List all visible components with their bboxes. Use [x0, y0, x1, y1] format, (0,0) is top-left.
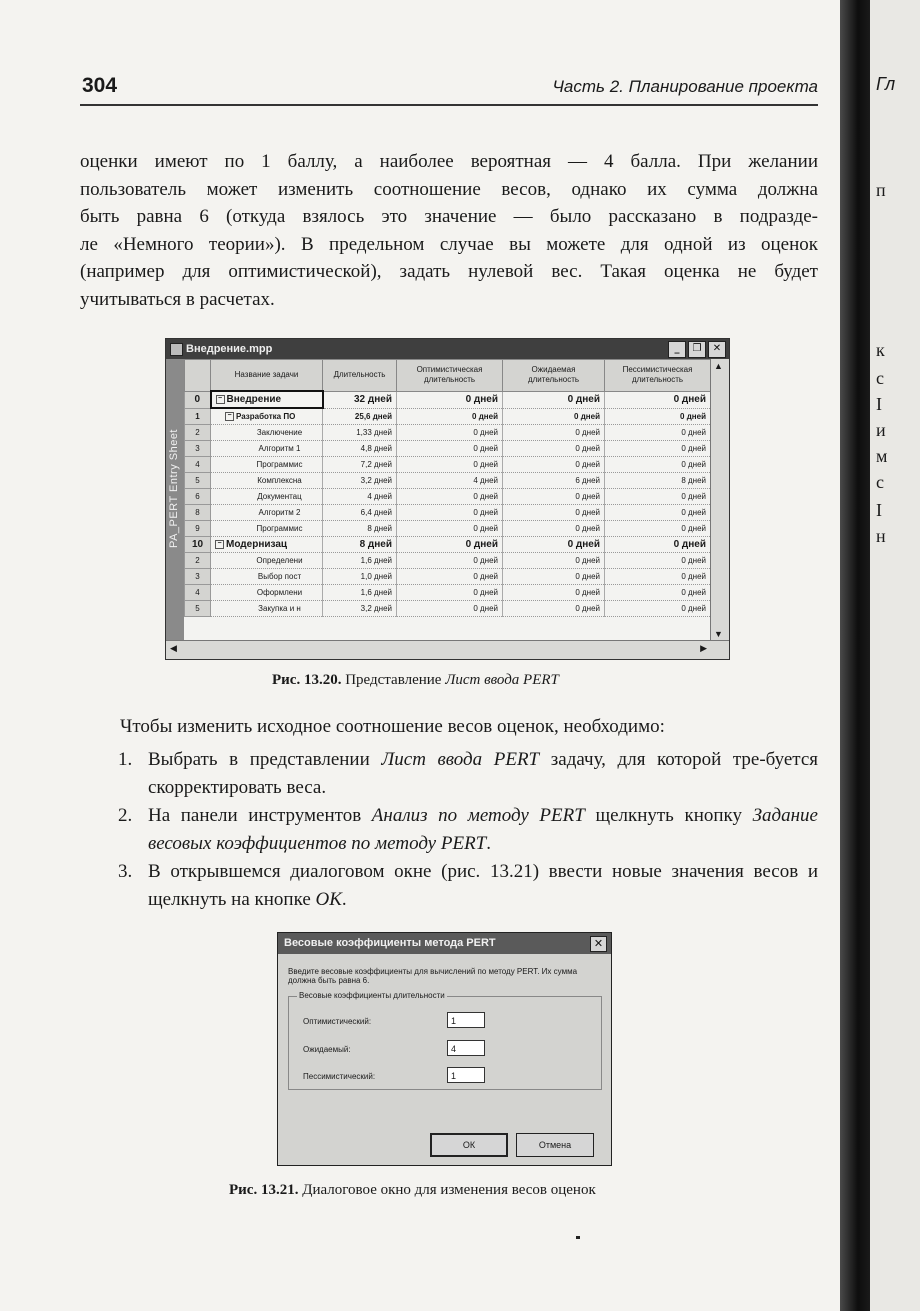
group-label: Весовые коэффициенты длительности [299, 991, 445, 1000]
pessimistic-cell[interactable] [605, 473, 711, 489]
table-row[interactable] [185, 553, 711, 569]
pessimistic-cell[interactable] [605, 489, 711, 505]
task-name-cell-value: Комплексна [257, 476, 302, 485]
task-name-cell-value: Определени [256, 556, 303, 565]
task-name-cell-value: Алгоритм 1 [258, 444, 301, 453]
italic-term: Лист ввода PERT [381, 749, 540, 770]
expected-cell-value: 0 дней [575, 428, 600, 437]
optimistic-cell-value: 0 дней [473, 588, 498, 597]
optimistic-cell-value: 0 дней [472, 411, 498, 421]
pessimistic-cell[interactable] [605, 457, 711, 473]
task-name-cell-value: Внедрение [226, 394, 282, 405]
task-name-cell-value: Алгоритм 2 [258, 508, 301, 517]
dialog-titlebar [278, 933, 611, 954]
row-id-cell[interactable] [185, 391, 211, 408]
paragraph-line: оценки имеют по 1 баллу, а наиболее вероятная — 4 балла. При желании [80, 151, 818, 172]
table-row[interactable] [185, 425, 711, 441]
row-id-cell[interactable] [185, 441, 211, 457]
row-id-cell-value: 2 [195, 556, 200, 565]
task-name-cell[interactable] [211, 537, 323, 553]
table-row[interactable] [185, 408, 711, 425]
duration-cell-value: 4 дней [367, 492, 392, 501]
duration-cell[interactable] [323, 391, 397, 408]
expected-cell[interactable] [503, 521, 605, 537]
header-row [185, 360, 711, 392]
body-paragraph [80, 148, 818, 313]
duration-cell-value: 25,6 дней [354, 411, 392, 421]
expected-cell[interactable] [503, 441, 605, 457]
pessimistic-cell-value: 0 дней [681, 492, 706, 501]
facing-page-glyph: Гл [876, 74, 896, 94]
pessimistic-cell-value: 0 дней [681, 428, 706, 437]
optimistic-cell[interactable] [397, 489, 503, 505]
project-file-icon [170, 343, 183, 356]
duration-cell[interactable] [323, 585, 397, 601]
row-id-cell-value: 8 [195, 508, 200, 517]
optimistic-label: Оптимистический: [303, 1017, 372, 1026]
expected-cell-value: 0 дней [575, 588, 600, 597]
row-id-cell-value: 0 [194, 394, 201, 405]
pessimistic-cell[interactable] [605, 505, 711, 521]
optimistic-cell[interactable] [397, 537, 503, 553]
expected-cell[interactable] [503, 457, 605, 473]
list-number: 3. [118, 861, 133, 882]
facing-page-glyph: н [876, 526, 886, 546]
row-id-cell-value: 3 [195, 572, 200, 581]
expected-cell-value: 0 дней [575, 460, 600, 469]
column-header[interactable] [185, 360, 211, 392]
step-text: На панели инструментов [148, 805, 372, 826]
italic-term: Задание весовых коэффициентов по методу PERT [148, 805, 818, 854]
pessimistic-cell-value: 0 дней [681, 588, 706, 597]
facing-page-glyph: и [876, 420, 886, 440]
pessimistic-cell-value: 0 дней [681, 444, 706, 453]
task-name-cell[interactable] [211, 585, 323, 601]
close-icon[interactable]: ✕ [590, 936, 607, 952]
row-id-cell[interactable] [185, 601, 211, 617]
pessimistic-cell[interactable] [605, 553, 711, 569]
paragraph-line: (например для оптимистической), задать нулевой вес. Такая оценка не будет [80, 261, 818, 282]
expected-cell-value: 0 дней [574, 411, 600, 421]
caption-label: Рис. 13.21. [229, 1182, 299, 1198]
italic-term: ОК [315, 889, 342, 910]
task-name-cell-value: Оформлени [256, 588, 303, 597]
optimistic-cell[interactable] [397, 521, 503, 537]
weights-group [288, 991, 602, 1090]
table-row[interactable] [185, 473, 711, 489]
task-name-cell[interactable] [211, 489, 323, 505]
expected-label: Ожидаемый: [303, 1045, 351, 1054]
window-titlebar [166, 339, 729, 359]
optimistic-cell[interactable] [397, 569, 503, 585]
task-name-cell-value: Документац [257, 492, 302, 501]
optimistic-cell-value: 0 дней [473, 444, 498, 453]
expected-cell-value: 0 дней [567, 394, 600, 405]
list-number: 2. [118, 805, 133, 826]
optimistic-cell[interactable] [397, 441, 503, 457]
italic-term: Анализ по методу PERT [371, 805, 585, 826]
task-name-cell[interactable] [211, 521, 323, 537]
expected-cell[interactable] [503, 391, 605, 408]
row-id-cell[interactable] [185, 585, 211, 601]
pessimistic-cell-value: 8 дней [681, 476, 706, 485]
step-text: Выбрать в представлении [148, 749, 382, 770]
expected-cell[interactable] [503, 425, 605, 441]
duration-cell-value: 8 дней [359, 539, 392, 550]
row-id-cell[interactable] [185, 457, 211, 473]
optimistic-cell[interactable] [397, 457, 503, 473]
dialog-title: Весовые коэффициенты метода PERT [284, 937, 496, 949]
duration-cell[interactable] [323, 425, 397, 441]
optimistic-cell[interactable] [397, 391, 503, 408]
column-header[interactable]: Оптимистическая длительность [397, 360, 503, 392]
pessimistic-cell-value: 0 дней [680, 411, 706, 421]
running-title: Часть 2. Планирование проекта [552, 77, 818, 96]
optimistic-cell-value: 4 дней [473, 476, 498, 485]
row-id-cell-value: 5 [195, 604, 200, 613]
optimistic-cell-value: 0 дней [473, 556, 498, 565]
step-text: задачу, для которой тре-буется скорректировать веса. [148, 749, 819, 798]
row-id-cell[interactable] [185, 537, 211, 553]
task-name-cell[interactable] [211, 553, 323, 569]
task-name-cell[interactable] [211, 473, 323, 489]
caption-italic: Лист ввода PERT [445, 672, 559, 688]
row-id-cell-value: 10 [191, 539, 204, 550]
expected-cell[interactable] [503, 408, 605, 425]
optimistic-cell[interactable] [397, 553, 503, 569]
view-bar [166, 359, 184, 641]
expected-cell-value: 0 дней [567, 539, 600, 550]
task-name-cell[interactable] [211, 391, 323, 408]
ok-button[interactable]: ОК [430, 1133, 508, 1157]
pessimistic-cell[interactable] [605, 537, 711, 553]
optimistic-cell-value: 0 дней [473, 524, 498, 533]
optimistic-cell-value: 0 дней [465, 394, 498, 405]
duration-cell-value: 1,6 дней [360, 556, 392, 565]
expected-cell-value: 0 дней [575, 508, 600, 517]
list-item [118, 858, 818, 914]
facing-page-edge [870, 0, 920, 1311]
duration-cell-value: 3,2 дней [360, 476, 392, 485]
pessimistic-cell[interactable] [605, 441, 711, 457]
optimistic-cell[interactable] [397, 473, 503, 489]
task-grid [184, 359, 711, 641]
optimistic-cell-value: 0 дней [473, 604, 498, 613]
column-header[interactable]: Ожидаемая длительность [503, 360, 605, 392]
table-row[interactable] [185, 537, 711, 553]
row-id-cell-value: 9 [195, 524, 200, 533]
row-id-cell[interactable] [185, 521, 211, 537]
pessimistic-cell-value: 0 дней [681, 556, 706, 565]
paragraph-line: учитываться в расчетах. [80, 288, 275, 310]
figure-caption [229, 1182, 596, 1199]
duration-cell-value: 3,2 дней [360, 604, 392, 613]
row-id-cell-value: 2 [195, 428, 200, 437]
optimistic-cell-value: 0 дней [473, 508, 498, 517]
pessimistic-weight-input[interactable]: 1 [447, 1067, 485, 1083]
paragraph-line: ле «Немного теории»). В предельном случае вы можете для одной из оценок [80, 233, 818, 255]
paragraph-line: пользователь может изменить соотношение весов, однако их сумма должна [80, 178, 818, 200]
pert-weights-dialog [277, 932, 612, 1166]
dialog-instruction: Введите весовые коэффициенты для вычислений по методу PERT. Их сумма должна быть равна 6. [288, 967, 578, 985]
task-name-cell-value: Заключение [256, 428, 303, 437]
row-id-cell-value: 4 [195, 460, 200, 469]
table-row[interactable] [185, 391, 711, 408]
row-id-cell[interactable] [185, 553, 211, 569]
column-header[interactable]: Длительность [323, 360, 397, 392]
optimistic-weight-input[interactable]: 1 [447, 1012, 485, 1028]
expected-cell[interactable] [503, 489, 605, 505]
optimistic-cell-value: 0 дней [473, 572, 498, 581]
task-name-cell[interactable] [211, 425, 323, 441]
optimistic-cell-value: 0 дней [473, 492, 498, 501]
duration-cell[interactable] [323, 473, 397, 489]
pessimistic-cell-value: 0 дней [673, 539, 706, 550]
collapse-icon[interactable]: − [225, 412, 234, 421]
book-spine-shadow [840, 0, 870, 1311]
expected-cell[interactable] [503, 505, 605, 521]
optimistic-cell-value: 0 дней [473, 460, 498, 469]
pessimistic-cell[interactable] [605, 425, 711, 441]
expected-cell[interactable] [503, 537, 605, 553]
expected-cell-value: 0 дней [575, 572, 600, 581]
duration-cell-value: 4,8 дней [360, 444, 392, 453]
table-row[interactable] [185, 601, 711, 617]
restore-button[interactable]: ❐ [688, 341, 706, 358]
expected-cell-value: 0 дней [575, 492, 600, 501]
minimize-button[interactable]: _ [668, 341, 686, 358]
table-row[interactable] [185, 521, 711, 537]
list-number: 1. [118, 749, 133, 770]
row-id-cell[interactable] [185, 408, 211, 425]
facing-page-glyph: с [876, 472, 884, 492]
pessimistic-label: Пессимистический: [303, 1072, 376, 1081]
task-name-cell-value: Программиc [256, 524, 303, 533]
duration-cell[interactable] [323, 601, 397, 617]
column-header[interactable]: Название задачи [211, 360, 323, 392]
duration-cell-value: 1,33 дней [356, 428, 392, 437]
pessimistic-cell[interactable] [605, 521, 711, 537]
pert-entry-sheet-window [165, 338, 730, 660]
scroll-down-arrow-icon[interactable]: ▼ [714, 629, 723, 639]
list-item [118, 746, 818, 802]
expected-cell-value: 6 дней [575, 476, 600, 485]
duration-cell[interactable] [323, 408, 397, 425]
duration-cell[interactable] [323, 489, 397, 505]
page-number: 304 [82, 74, 118, 97]
duration-cell[interactable] [323, 441, 397, 457]
scroll-up-arrow-icon[interactable]: ▲ [714, 361, 723, 371]
row-id-cell-value: 3 [195, 444, 200, 453]
facing-page-glyph: с [876, 368, 884, 388]
task-name-cell-value: Выбор пост [257, 572, 302, 581]
expected-cell[interactable] [503, 585, 605, 601]
pert-table [184, 359, 711, 617]
expected-cell-value: 0 дней [575, 556, 600, 565]
figure-caption [272, 672, 559, 689]
task-name-cell-value: Разработка ПО [236, 411, 296, 421]
table-row[interactable] [185, 489, 711, 505]
expected-cell[interactable] [503, 569, 605, 585]
duration-cell-value: 6,4 дней [360, 508, 392, 517]
pessimistic-cell-value: 0 дней [681, 572, 706, 581]
row-id-cell[interactable] [185, 505, 211, 521]
table-row[interactable] [185, 585, 711, 601]
duration-cell[interactable] [323, 457, 397, 473]
table-row[interactable] [185, 457, 711, 473]
table-row[interactable] [185, 505, 711, 521]
expected-cell[interactable] [503, 473, 605, 489]
window-buttons [668, 341, 726, 358]
duration-cell[interactable] [323, 569, 397, 585]
duration-cell[interactable] [323, 553, 397, 569]
task-name-cell-value: Закупка и н [258, 604, 301, 613]
expected-cell-value: 0 дней [575, 604, 600, 613]
scroll-right-arrow-icon[interactable]: ▶ [700, 643, 707, 653]
step-text: щелкнуть кнопку [584, 805, 753, 826]
task-name-cell[interactable] [211, 441, 323, 457]
paragraph-line: быть равна 6 (откуда взялось это значение — было рассказано в подразде- [80, 206, 818, 227]
caption-text: Диалоговое окно для изменения весов оценок [302, 1182, 596, 1198]
optimistic-cell[interactable] [397, 425, 503, 441]
expected-cell-value: 0 дней [575, 524, 600, 533]
collapse-icon[interactable]: − [216, 395, 225, 404]
task-name-cell-value: Программиc [256, 460, 303, 469]
step-text: . [341, 889, 347, 910]
row-id-cell[interactable] [185, 489, 211, 505]
duration-cell-value: 8 дней [367, 524, 392, 533]
optimistic-cell[interactable] [397, 505, 503, 521]
row-id-cell-value: 4 [195, 588, 200, 597]
pessimistic-cell-value: 0 дней [681, 524, 706, 533]
facing-page-glyph: к [876, 340, 885, 360]
list-item [118, 802, 818, 858]
expected-cell[interactable] [503, 553, 605, 569]
view-label: PA_PERT Entry Sheet [168, 429, 180, 548]
caption-label: Рис. 13.20. [272, 672, 342, 688]
optimistic-cell-value: 0 дней [465, 539, 498, 550]
facing-page-glyph: п [876, 180, 886, 200]
scroll-left-arrow-icon[interactable]: ◀ [170, 643, 177, 653]
duration-cell[interactable] [323, 537, 397, 553]
collapse-icon[interactable]: − [215, 540, 224, 549]
pessimistic-cell-value: 0 дней [673, 394, 706, 405]
pessimistic-cell[interactable] [605, 601, 711, 617]
duration-cell-value: 32 дней [354, 394, 392, 405]
expected-cell[interactable] [503, 601, 605, 617]
row-id-cell-value: 1 [195, 411, 200, 421]
table-row[interactable] [185, 441, 711, 457]
row-id-cell[interactable] [185, 473, 211, 489]
header-rule [80, 104, 818, 106]
window-title: Внедрение.mpp [186, 343, 273, 355]
optimistic-cell[interactable] [397, 585, 503, 601]
vertical-scrollbar[interactable] [710, 359, 729, 641]
step-text: . [486, 833, 491, 854]
duration-cell[interactable] [323, 505, 397, 521]
row-id-cell-value: 6 [195, 492, 200, 501]
cancel-button[interactable]: Отмена [516, 1133, 594, 1157]
task-name-cell[interactable] [211, 569, 323, 585]
task-name-cell[interactable] [211, 505, 323, 521]
step-text: В открывшемся диалоговом окне (рис. 13.21) ввести новые значения весов и щелкнуть на кнопке [148, 861, 818, 910]
row-id-cell[interactable] [185, 569, 211, 585]
pessimistic-cell[interactable] [605, 585, 711, 601]
facing-page-glyph: м [876, 446, 888, 466]
facing-page-glyph: I [876, 500, 882, 520]
pessimistic-cell[interactable] [605, 391, 711, 408]
task-name-cell[interactable] [211, 408, 323, 425]
row-id-cell[interactable] [185, 425, 211, 441]
pessimistic-cell-value: 0 дней [681, 604, 706, 613]
duration-cell-value: 1,6 дней [360, 588, 392, 597]
ink-speck [576, 1236, 580, 1239]
close-button[interactable]: ✕ [708, 341, 726, 358]
horizontal-scrollbar[interactable] [166, 640, 729, 659]
duration-cell[interactable] [323, 521, 397, 537]
optimistic-cell-value: 0 дней [473, 428, 498, 437]
column-header[interactable]: Пессимистическая длительность [605, 360, 711, 392]
pessimistic-cell-value: 0 дней [681, 508, 706, 517]
caption-text: Представление [345, 672, 442, 688]
task-name-cell[interactable] [211, 457, 323, 473]
expected-weight-input[interactable]: 4 [447, 1040, 485, 1056]
task-name-cell-value: Модернизац [226, 539, 288, 550]
steps-intro: Чтобы изменить исходное соотношение весов оценок, необходимо: [120, 716, 665, 737]
row-id-cell-value: 5 [195, 476, 200, 485]
optimistic-cell[interactable] [397, 601, 503, 617]
duration-cell-value: 7,2 дней [360, 460, 392, 469]
steps-list [118, 746, 818, 914]
task-name-cell[interactable] [211, 601, 323, 617]
pessimistic-cell[interactable] [605, 408, 711, 425]
expected-cell-value: 0 дней [575, 444, 600, 453]
table-row[interactable] [185, 569, 711, 585]
optimistic-cell[interactable] [397, 408, 503, 425]
pessimistic-cell-value: 0 дней [681, 460, 706, 469]
duration-cell-value: 1,0 дней [360, 572, 392, 581]
pessimistic-cell[interactable] [605, 569, 711, 585]
facing-page-glyph: I [876, 394, 882, 414]
